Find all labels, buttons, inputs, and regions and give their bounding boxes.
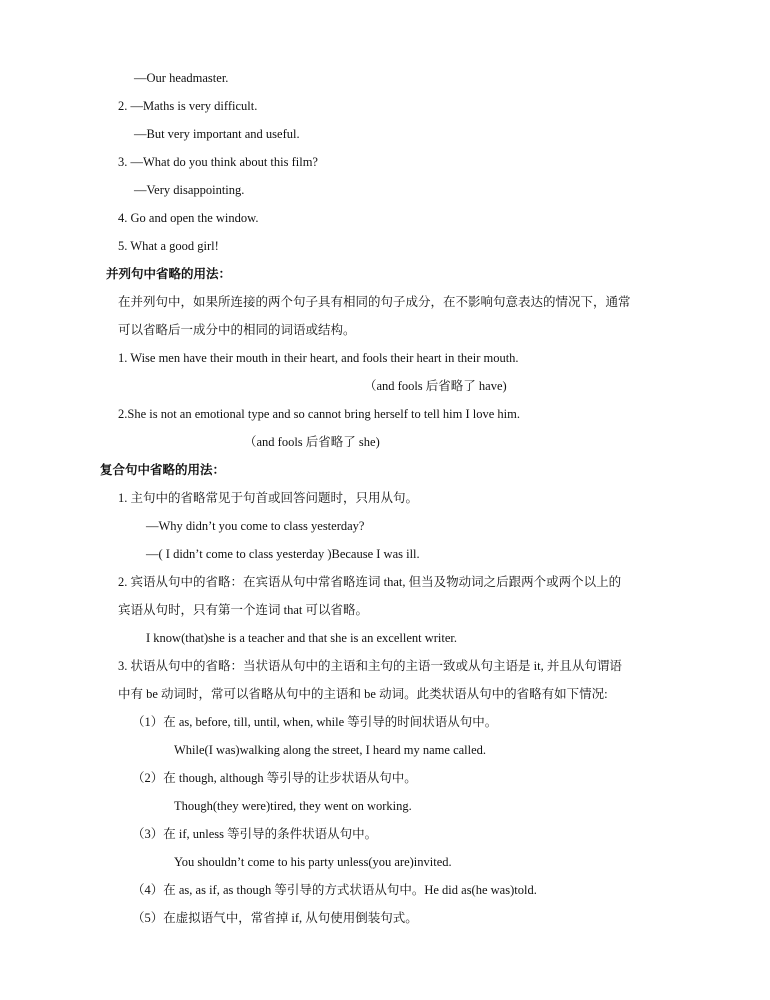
text-line: 2. 宾语从句中的省略：在宾语从句中常省略连词 that, 但当及物动词之后跟两个或两个以上的 xyxy=(118,575,622,589)
text-line: （2）在 though, although 等引导的让步状语从句中。 xyxy=(132,771,417,785)
text-line: 宾语从句时，只有第一个连词 that 可以省略。 xyxy=(118,603,368,617)
text-line: —Our headmaster. xyxy=(134,71,229,85)
text-line: Though(they were)tired, they went on working. xyxy=(174,799,412,813)
text-line: 1. Wise men have their mouth in their heart, and fools their heart in their mouth. xyxy=(118,351,519,365)
text-line: —But very important and useful. xyxy=(134,127,300,141)
section-heading: 复合句中省略的用法： xyxy=(100,463,226,477)
section-heading: 并列句中省略的用法： xyxy=(106,267,232,281)
text-line: 2.She is not an emotional type and so cannot bring herself to tell him I love him. xyxy=(118,407,521,421)
text-line: While(I was)walking along the street, I heard my name called. xyxy=(174,743,487,757)
text-line: —Very disappointing. xyxy=(134,183,245,197)
text-line: 4. Go and open the window. xyxy=(118,211,259,225)
text-line: （3）在 if, unless 等引导的条件状语从句中。 xyxy=(132,827,378,841)
text-line: （5）在虚拟语气中，常省掉 if, 从句使用倒装句式。 xyxy=(132,911,418,925)
text-line: You shouldn’t come to his party unless(you are)invited. xyxy=(174,855,452,869)
text-line: 可以省略后一成分中的相同的词语或结构。 xyxy=(118,323,356,337)
text-line: 1. 主句中的省略常见于句首或回答问题时，只用从句。 xyxy=(118,491,419,505)
text-line: 5. What a good girl! xyxy=(118,239,219,253)
text-line: 3. —What do you think about this film? xyxy=(118,155,318,169)
text-line: （1）在 as, before, till, until, when, while 等引导的时间状语从句中。 xyxy=(132,715,498,729)
text-line: 2. —Maths is very difficult. xyxy=(118,99,258,113)
text-line: （and fools 后省略了 she) xyxy=(244,435,380,449)
text-line: （and fools 后省略了 have) xyxy=(364,379,507,393)
text-line: 中有 be 动词时，常可以省略从句中的主语和 be 动词。此类状语从句中的省略有如下情况: xyxy=(118,687,608,701)
text-line: （4）在 as, as if, as though 等引导的方式状语从句中。He did as(he was)told. xyxy=(132,883,537,897)
text-line: —Why didn’t you come to class yesterday? xyxy=(146,519,365,533)
text-line: I know(that)she is a teacher and that she is an excellent writer. xyxy=(146,631,457,645)
text-line: —( I didn’t come to class yesterday )Because I was ill. xyxy=(146,547,420,561)
text-line: 在并列句中，如果所连接的两个句子具有相同的句子成分，在不影响句意表达的情况下，通常 xyxy=(118,295,631,309)
text-line: 3. 状语从句中的省略：当状语从句中的主语和主句的主语一致或从句主语是 it, 并且从句谓语 xyxy=(118,659,622,673)
